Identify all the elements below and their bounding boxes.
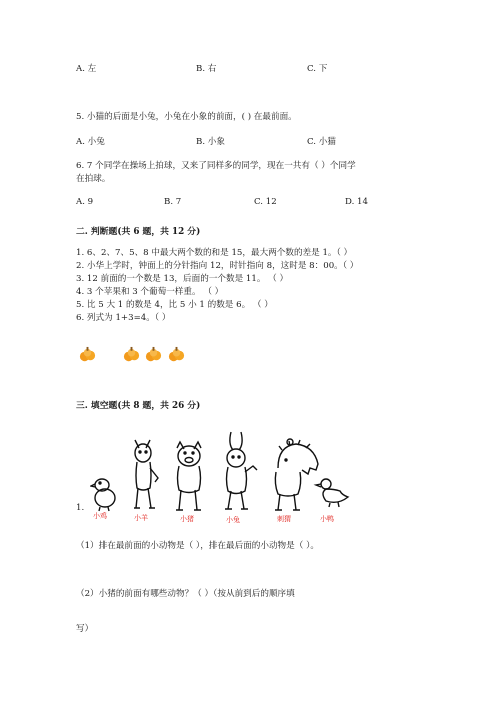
animal-label-hedgehog: 刺猬 — [277, 515, 291, 523]
judge-item-1: 1. 6、2、7、5、8 中最大两个数的和是 15，最大两个数的差是 1。（ ） — [76, 248, 353, 258]
animal-label-duck: 小鸭 — [320, 515, 334, 523]
animal-label-goat: 小羊 — [134, 514, 148, 522]
goat-figure — [134, 440, 158, 508]
chick-figure — [91, 479, 115, 511]
judge-item-3: 3. 12 前面的一个数是 13，后面的一个数是 11。 （ ） — [76, 274, 289, 284]
animal-label-chick: 小鸡 — [93, 512, 107, 520]
q6-stem-line1: 6. 7 个同学在操场上拍球，又来了同样多的同学，现在一共有（ ）个同学 — [76, 161, 356, 171]
fruit-icon — [78, 346, 97, 365]
q6-option-d: D. 14 — [345, 197, 368, 207]
fill-q1-number: 1. — [76, 503, 85, 513]
animal-label-pig: 小猪 — [180, 515, 194, 523]
pig-figure — [176, 442, 201, 510]
judge-item-2: 2. 小华上学时，钟面上的分针指向 12，时针指向 8，这时是 8：00。（ ） — [76, 261, 359, 271]
q5-stem: 5. 小猫的后面是小兔，小兔在小象的前面，( ) 在最前面。 — [76, 112, 297, 122]
q6-option-b: B. 7 — [164, 197, 182, 207]
animals-in-line-illustration — [90, 428, 355, 523]
q5-option-c: C. 小猫 — [307, 137, 336, 147]
section3-heading: 三. 填空题(共 8 题，共 26 分) — [76, 401, 201, 411]
fill-q1-sub2: （2）小猪的前面有哪些动物？（ ）（按从前到后的顺序填 — [76, 589, 295, 599]
duck-figure — [316, 479, 348, 507]
fruit-icon — [144, 346, 163, 365]
hedgehog-figure — [275, 439, 318, 510]
rabbit-figure — [225, 432, 257, 509]
animal-label-rabbit: 小兔 — [226, 516, 240, 524]
q4-option-a: A. 左 — [76, 64, 97, 74]
section2-heading: 二. 判断题(共 6 题，共 12 分) — [76, 227, 201, 237]
fruit-icon — [122, 346, 141, 365]
q4-option-c: C. 下 — [307, 64, 328, 74]
judge-item-6: 6. 列式为 1+3=4。（ ） — [76, 313, 171, 323]
judge-item-5: 5. 比 5 大 1 的数是 4，比 5 小 1 的数是 6。 （ ） — [76, 300, 273, 310]
q6-option-c: C. 12 — [254, 197, 277, 207]
q5-option-a: A. 小兔 — [76, 137, 105, 147]
fill-q1-sub2-cont: 写） — [76, 624, 94, 634]
q4-option-b: B. 右 — [196, 64, 217, 74]
fruit-icon — [167, 346, 186, 365]
q6-stem-line2: 在拍球。 — [76, 174, 111, 184]
fill-q1-sub1: （1）排在最前面的小动物是（ ），排在最后面的小动物是（ ）。 — [76, 541, 319, 551]
judge-item-4: 4. 3 个苹果和 3 个葡萄一样重。 （ ） — [76, 287, 224, 297]
q6-option-a: A. 9 — [76, 197, 94, 207]
q5-option-b: B. 小象 — [196, 137, 225, 147]
